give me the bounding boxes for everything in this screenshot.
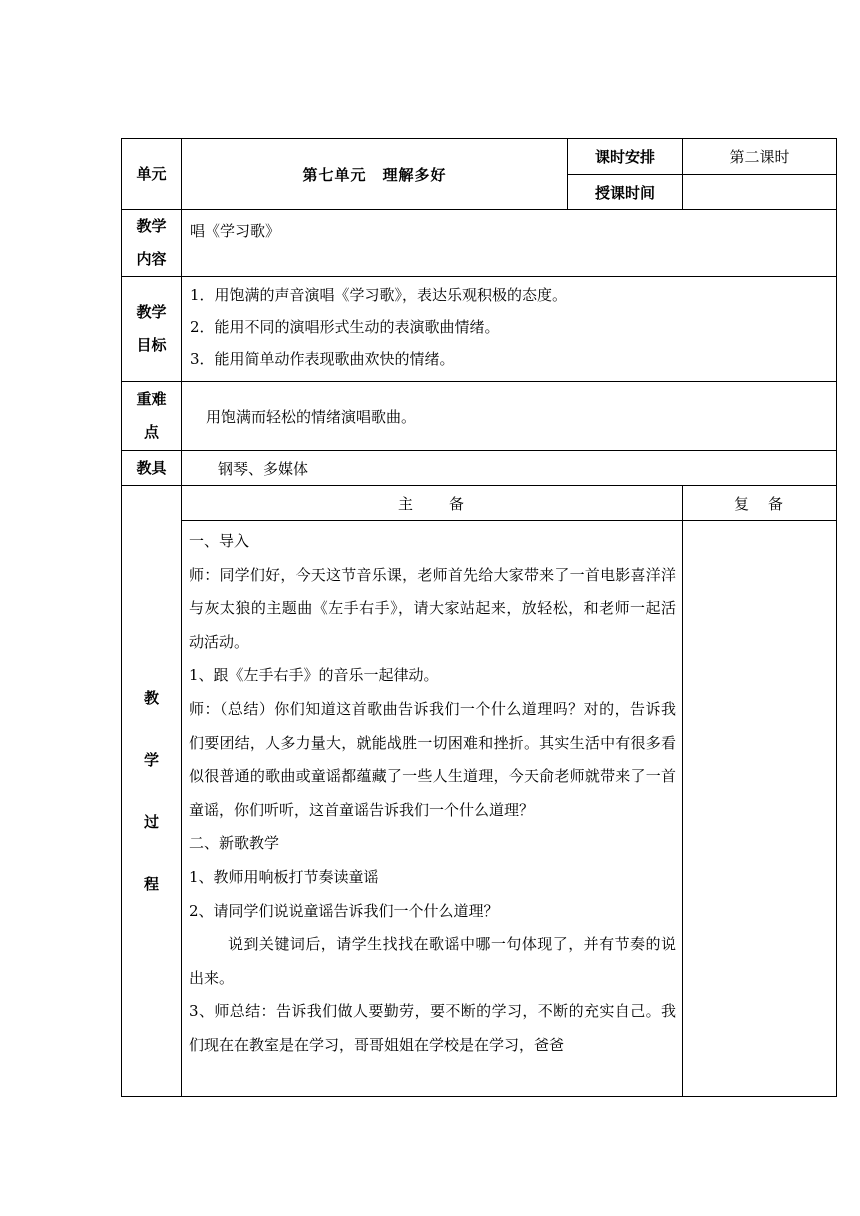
- process-header-row: [122, 486, 837, 521]
- tools-label: 教具: [122, 451, 182, 486]
- header-row: [122, 139, 837, 175]
- time-value: [683, 175, 837, 210]
- goals-label: [122, 277, 182, 382]
- difficulty-label: [122, 382, 182, 451]
- process-paragraph: 说到关键词后，请学生找找在歌谣中哪一句体现了，并有节奏的说出来。: [189, 935, 676, 987]
- content-label-line2: 内容: [136, 250, 167, 268]
- process-label-char: 程: [143, 875, 159, 893]
- process-body-row: [122, 521, 837, 1097]
- process-paragraph: 师：（总结）你们知道这首歌曲告诉我们一个什么道理吗？对的，告诉我们要团结，人多力量大，就能战胜一切困难和挫折。其实生活中有很多看似很普通的歌曲或童谣都蕴藏了一些人生道理，今天俞老师就带来了一首童谣，你们听听，这首童谣告诉我们一个什么道理？: [189, 699, 676, 819]
- difficulty-row: [122, 382, 837, 451]
- goal-item: 1．用饱满的声音演唱《学习歌》，表达乐观积极的态度。: [190, 286, 568, 304]
- difficulty-text: 用饱满而轻松的情绪演唱歌曲。: [182, 382, 837, 451]
- main-prep-content: [182, 521, 683, 1097]
- unit-label: 单元: [122, 139, 182, 210]
- time-label: 授课时间: [568, 175, 683, 210]
- content-text: 唱《学习歌》: [182, 210, 837, 277]
- lesson-plan-table: [121, 138, 837, 1097]
- process-paragraph: 1、跟《左手右手》的音乐一起律动。: [189, 666, 439, 685]
- process-label-char: 学: [143, 751, 159, 769]
- content-label-line1: 教学: [136, 217, 167, 235]
- process-paragraph: 二、新歌教学: [189, 834, 280, 853]
- process-label-char: 过: [143, 813, 159, 831]
- unit-title: 第七单元 理解多好: [182, 139, 568, 210]
- process-paragraph: 2、请同学们说说童谣告诉我们一个什么道理？: [189, 901, 499, 920]
- goals-label-line2: 目标: [136, 336, 167, 354]
- goals-row: [122, 277, 837, 382]
- process-paragraph: 3、师总结：告诉我们做人要勤劳，要不断的学习，不断的充实自己。我们现在在教室是在学习，哥哥姐姐在学校是在学习，爸爸: [189, 1002, 676, 1054]
- process-paragraph: 1、教师用响板打节奏读童谣: [189, 867, 379, 886]
- goal-item: 3．能用简单动作表现歌曲欢快的情绪。: [190, 350, 455, 368]
- review-prep-content: [683, 521, 837, 1097]
- difficulty-label-line1: 重难: [136, 390, 167, 408]
- goal-item: 2．能用不同的演唱形式生动的表演歌曲情绪。: [190, 318, 500, 336]
- goals-label-line1: 教学: [136, 303, 167, 321]
- schedule-value: 第二课时: [683, 139, 837, 175]
- process-label-char: 教: [143, 689, 159, 707]
- schedule-label: 课时安排: [568, 139, 683, 175]
- difficulty-label-line2: 点: [143, 423, 159, 441]
- process-label: [122, 486, 182, 1097]
- content-label: [122, 210, 182, 277]
- goals-list: [182, 277, 837, 382]
- process-paragraph: 一、导入: [189, 532, 250, 550]
- content-row: [122, 210, 837, 277]
- main-prep-header: 主 备: [182, 486, 683, 521]
- tools-row: [122, 451, 837, 486]
- review-prep-header: 复 备: [683, 486, 837, 521]
- tools-text: 钢琴、多媒体: [182, 451, 837, 486]
- process-paragraph: 师：同学们好，今天这节音乐课，老师首先给大家带来了一首电影喜洋洋与灰太狼的主题曲《左手右手》，请大家站起来，放轻松，和老师一起活动活动。: [189, 565, 676, 651]
